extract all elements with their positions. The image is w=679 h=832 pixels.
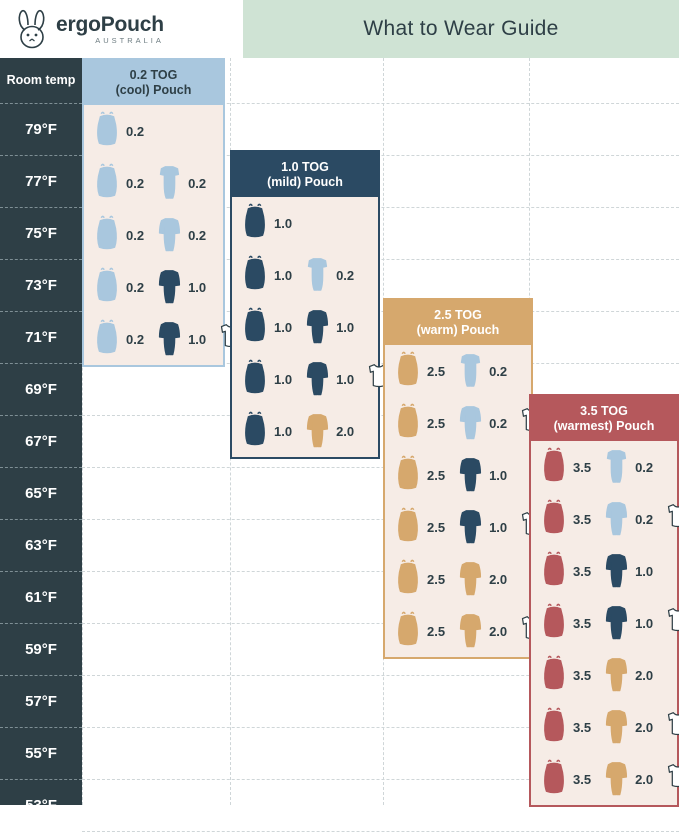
- tog-value: 1.0: [635, 563, 654, 579]
- long-sleeve-suit-icon: [455, 610, 485, 653]
- tog-value: 2.5: [427, 467, 446, 483]
- tog-value: 0.2: [635, 511, 654, 527]
- tog-value: 0.2: [126, 175, 145, 191]
- tog-row: [531, 649, 677, 701]
- garment-item: [240, 410, 302, 453]
- garment-item: [539, 602, 601, 645]
- sleeping-bag-icon: [92, 110, 122, 153]
- tog-row: [84, 105, 223, 157]
- tog-value: 2.0: [635, 771, 654, 787]
- garment-item: [601, 550, 663, 593]
- tog-column-col25: [383, 298, 533, 659]
- garment-item: [154, 266, 216, 309]
- garment-item: [539, 654, 601, 697]
- tog-column-col35: [529, 394, 679, 807]
- sleeping-bag-icon: [539, 550, 569, 593]
- sleeping-bag-icon: [393, 506, 423, 549]
- garment-item: [539, 758, 601, 801]
- long-sleeve-suit-icon: [455, 558, 485, 601]
- tog-column-header: [385, 300, 531, 345]
- tog-value: 0.2: [336, 267, 355, 283]
- sleeping-bag-icon: [92, 162, 122, 205]
- garment-item: [302, 358, 364, 401]
- short-sleeve-suit-icon: [154, 162, 184, 205]
- title-banner: [243, 0, 679, 58]
- tog-row: [385, 553, 531, 605]
- long-sleeve-suit-icon: [455, 506, 485, 549]
- tog-value: 3.5: [573, 719, 592, 735]
- tog-row: [84, 157, 223, 209]
- temperature-header: Room temp: [6, 73, 76, 88]
- tog-value: 2.0: [336, 423, 355, 439]
- tog-value: 1.0: [274, 371, 293, 387]
- garment-item: [663, 758, 679, 801]
- temperature-cell: 75°F: [0, 207, 82, 259]
- tog-row: [232, 197, 378, 249]
- sleeping-bag-icon: [539, 446, 569, 489]
- garment-item: [302, 410, 364, 453]
- tog-value: 1.0: [336, 319, 355, 335]
- tog-column-body: [84, 105, 223, 365]
- long-sleeve-suit-icon: [601, 758, 631, 801]
- sleeping-bag-icon: [240, 358, 270, 401]
- garment-item: [601, 602, 663, 645]
- garment-item: [539, 550, 601, 593]
- long-sleeve-suit-icon: [601, 706, 631, 749]
- tog-row: [232, 405, 378, 457]
- tog-row: [84, 261, 223, 313]
- temperature-cell: 57°F: [0, 675, 82, 727]
- tog-value: 1.0: [274, 319, 293, 335]
- tog-value: 3.5: [573, 511, 592, 527]
- tog-value: 0.2: [489, 363, 508, 379]
- temperature-cell: 71°F: [0, 311, 82, 363]
- brand-block: [0, 0, 243, 58]
- tog-value: 1.0: [489, 519, 508, 535]
- tog-value: 2.0: [635, 667, 654, 683]
- garment-item: [154, 162, 216, 205]
- temperature-cell: 73°F: [0, 259, 82, 311]
- sleeping-bag-icon: [393, 402, 423, 445]
- tog-value: 0.2: [126, 123, 145, 139]
- temperature-cell: 53°F: [0, 779, 82, 831]
- tog-column-body: [531, 441, 677, 805]
- long-sleeve-suit-icon: [154, 214, 184, 257]
- sleeping-bag-icon: [539, 706, 569, 749]
- sleeping-bag-icon: [539, 758, 569, 801]
- tog-column-col02: [82, 58, 225, 367]
- long-sleeve-suit-icon: [601, 654, 631, 697]
- temperature-cells: [0, 103, 82, 831]
- tog-title-line1: 3.5 TOG: [580, 403, 628, 418]
- tog-value: 1.0: [635, 615, 654, 631]
- tog-row: [531, 753, 677, 805]
- sleeping-bag-icon: [240, 254, 270, 297]
- tog-value: 2.5: [427, 623, 446, 639]
- tog-value: 2.5: [427, 519, 446, 535]
- tog-row: [84, 209, 223, 261]
- sleeping-bag-icon: [92, 266, 122, 309]
- tog-title-line1: 1.0 TOG: [281, 159, 329, 174]
- tog-row: [232, 301, 378, 353]
- tog-column-header: [84, 60, 223, 105]
- temperature-cell: 69°F: [0, 363, 82, 415]
- sleeping-bag-icon: [539, 654, 569, 697]
- tog-row: [232, 249, 378, 301]
- tog-column-col10: [230, 150, 380, 459]
- page-header: [0, 0, 679, 58]
- temperature-cell: 61°F: [0, 571, 82, 623]
- singlet-icon: [663, 758, 679, 801]
- sleeping-bag-icon: [240, 202, 270, 245]
- garment-item: [393, 350, 455, 393]
- sleeping-bag-icon: [393, 610, 423, 653]
- tog-row: [84, 313, 223, 365]
- tog-row: [385, 345, 531, 397]
- garment-item: [92, 214, 154, 257]
- tog-row: [385, 605, 531, 657]
- tog-title-line1: 0.2 TOG: [129, 67, 178, 82]
- tog-row: [531, 441, 677, 493]
- garment-item: [455, 558, 517, 601]
- sleeping-bag-icon: [539, 498, 569, 541]
- temperature-cell: 55°F: [0, 727, 82, 779]
- tog-row: [531, 597, 677, 649]
- garment-item: [455, 610, 517, 653]
- tog-value: 2.0: [489, 623, 508, 639]
- tog-title-line2: (warmest) Pouch: [553, 418, 655, 433]
- tog-value: 0.2: [188, 175, 207, 191]
- garment-item: [393, 454, 455, 497]
- garment-item: [154, 318, 216, 361]
- garment-item: [455, 350, 517, 393]
- long-sleeve-suit-icon: [302, 306, 332, 349]
- sleeping-bag-icon: [92, 318, 122, 361]
- tog-title-line2: (warm) Pouch: [416, 322, 500, 337]
- garment-item: [92, 318, 154, 361]
- garment-item: [393, 402, 455, 445]
- tog-column-body: [385, 345, 531, 657]
- tog-value: 0.2: [489, 415, 508, 431]
- sleeping-bag-icon: [393, 558, 423, 601]
- page-title: What to Wear Guide: [363, 17, 559, 40]
- garment-item: [663, 602, 679, 645]
- tog-value: 2.5: [427, 571, 446, 587]
- long-sleeve-suit-icon: [455, 454, 485, 497]
- garment-item: [539, 706, 601, 749]
- long-sleeve-suit-icon: [455, 402, 485, 445]
- brand-name: ergoPouch: [56, 12, 164, 36]
- garment-item: [154, 214, 216, 257]
- tog-value: 2.5: [427, 415, 446, 431]
- tog-value: 3.5: [573, 459, 592, 475]
- sleeping-bag-icon: [539, 602, 569, 645]
- temperature-column: [0, 58, 82, 814]
- tog-column-header: [232, 152, 378, 197]
- garment-item: [92, 162, 154, 205]
- tog-value: 0.2: [126, 227, 145, 243]
- singlet-icon: [663, 498, 679, 541]
- garment-item: [240, 202, 302, 245]
- tog-row: [385, 397, 531, 449]
- garment-item: [393, 610, 455, 653]
- sleeping-bag-icon: [393, 350, 423, 393]
- tog-row: [385, 501, 531, 553]
- tog-value: 1.0: [336, 371, 355, 387]
- tog-row: [385, 449, 531, 501]
- long-sleeve-suit-icon: [154, 318, 184, 361]
- tog-value: 3.5: [573, 667, 592, 683]
- long-sleeve-suit-icon: [601, 550, 631, 593]
- tog-value: 1.0: [489, 467, 508, 483]
- tog-value: 1.0: [274, 267, 293, 283]
- tog-column-header: [531, 396, 677, 441]
- garment-item: [539, 498, 601, 541]
- brand-text: [56, 14, 164, 45]
- long-sleeve-suit-icon: [154, 266, 184, 309]
- garment-item: [601, 758, 663, 801]
- garment-item: [92, 266, 154, 309]
- tog-value: 1.0: [188, 331, 207, 347]
- garment-item: [240, 254, 302, 297]
- garment-item: [393, 558, 455, 601]
- tog-value: 0.2: [126, 331, 145, 347]
- garment-item: [455, 506, 517, 549]
- tog-value: 1.0: [188, 279, 207, 295]
- tog-value: 0.2: [188, 227, 207, 243]
- tog-column-body: [232, 197, 378, 457]
- long-sleeve-suit-icon: [601, 498, 631, 541]
- garment-item: [455, 454, 517, 497]
- temperature-cell: 65°F: [0, 467, 82, 519]
- short-sleeve-suit-icon: [302, 254, 332, 297]
- singlet-icon: [663, 602, 679, 645]
- tog-value: 3.5: [573, 615, 592, 631]
- tog-row: [232, 353, 378, 405]
- long-sleeve-suit-icon: [302, 410, 332, 453]
- temperature-cell: 59°F: [0, 623, 82, 675]
- tog-value: 3.5: [573, 563, 592, 579]
- tog-value: 3.5: [573, 771, 592, 787]
- sleeping-bag-icon: [92, 214, 122, 257]
- tog-row: [531, 701, 677, 753]
- tog-value: 2.5: [427, 363, 446, 379]
- garment-item: [663, 706, 679, 749]
- tog-title-line1: 2.5 TOG: [434, 307, 482, 322]
- garment-item: [601, 706, 663, 749]
- garment-item: [92, 110, 154, 153]
- singlet-icon: [663, 706, 679, 749]
- garment-item: [240, 306, 302, 349]
- tog-value: 0.2: [635, 459, 654, 475]
- garment-item: [601, 654, 663, 697]
- garment-item: [663, 498, 679, 541]
- long-sleeve-suit-icon: [302, 358, 332, 401]
- tog-title-line2: (cool) Pouch: [115, 82, 192, 97]
- garment-item: [302, 306, 364, 349]
- short-sleeve-suit-icon: [601, 446, 631, 489]
- sleeping-bag-icon: [393, 454, 423, 497]
- garment-item: [302, 254, 364, 297]
- tog-value: 2.0: [489, 571, 508, 587]
- garment-item: [601, 446, 663, 489]
- garment-item: [601, 498, 663, 541]
- tog-title-line2: (mild) Pouch: [267, 174, 343, 189]
- long-sleeve-suit-icon: [601, 602, 631, 645]
- temperature-cell: 67°F: [0, 415, 82, 467]
- sleeping-bag-icon: [240, 410, 270, 453]
- tog-value: 0.2: [126, 279, 145, 295]
- garment-item: [455, 402, 517, 445]
- temperature-cell: 79°F: [0, 103, 82, 155]
- tog-value: 1.0: [274, 215, 293, 231]
- bunny-icon: [14, 8, 52, 50]
- tog-row: [531, 493, 677, 545]
- sleeping-bag-icon: [240, 306, 270, 349]
- garment-item: [539, 446, 601, 489]
- short-sleeve-suit-icon: [455, 350, 485, 393]
- tog-value: 1.0: [274, 423, 293, 439]
- tog-value: 2.0: [635, 719, 654, 735]
- brand-subtitle: AUSTRALIA: [95, 35, 164, 45]
- temperature-cell: 77°F: [0, 155, 82, 207]
- garment-item: [240, 358, 302, 401]
- tog-row: [531, 545, 677, 597]
- temperature-cell: 63°F: [0, 519, 82, 571]
- garment-item: [393, 506, 455, 549]
